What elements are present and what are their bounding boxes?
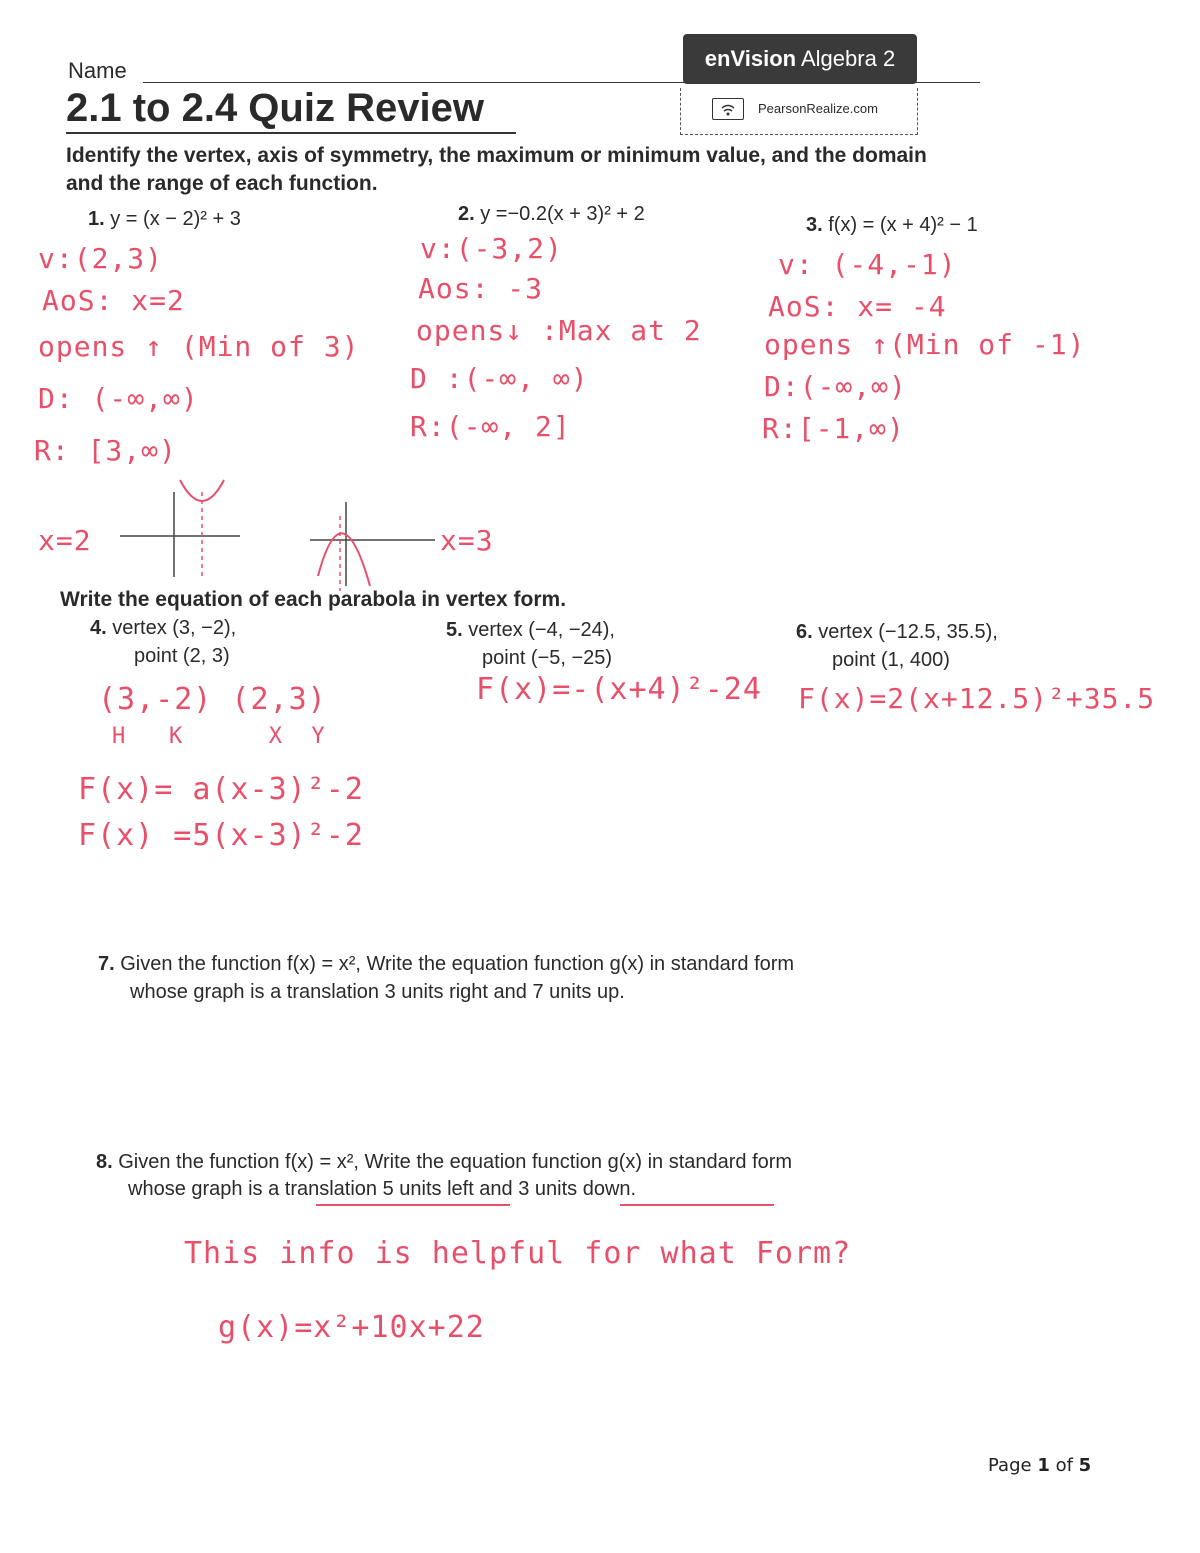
- work-line: D:(-∞,∞): [764, 370, 907, 403]
- page-title: 2.1 to 2.4 Quiz Review: [66, 86, 484, 130]
- work-line: opens↓ :Max at 2: [416, 314, 702, 347]
- work-line: R: [3,∞): [34, 434, 177, 467]
- brand-part1: enVision: [704, 46, 797, 71]
- problem-line1: vertex (−4, −24),: [468, 619, 615, 641]
- work-line: D :(-∞, ∞): [410, 362, 589, 395]
- work-line: opens ↑ (Min of 3): [38, 330, 360, 363]
- handwritten-answer: g(x)=x²+10x+22: [218, 1310, 485, 1345]
- work-line: F(x) =5(x-3)²-2: [78, 818, 364, 853]
- problem-1: [88, 208, 241, 231]
- section2-instructions: Write the equation of each parabola in vertex form.: [60, 588, 567, 611]
- handwritten-note: This info is helpful for what Form?: [184, 1236, 852, 1271]
- page-mid: of: [1055, 1455, 1073, 1476]
- work-line: AoS: x=2: [42, 284, 185, 317]
- work-line: (3,-2) (2,3): [98, 682, 327, 717]
- work-line: opens ↑(Min of -1): [764, 328, 1086, 361]
- problem-line1: vertex (3, −2),: [112, 617, 237, 639]
- sketch-label: x=2: [38, 524, 92, 557]
- problem-number: 6.: [796, 621, 813, 643]
- work-line: F(x)=-(x+4)²-24: [476, 672, 762, 707]
- problem-5-line2: point (−5, −25): [482, 647, 613, 669]
- page-prefix: Page: [988, 1455, 1032, 1476]
- work-line: v: (-4,-1): [778, 248, 957, 281]
- work-line: D: (-∞,∞): [38, 382, 199, 415]
- problem-5: [446, 619, 615, 642]
- problem-3: [806, 214, 978, 237]
- work-line: R:[-1,∞): [762, 412, 905, 445]
- brand-part2: Algebra 2: [801, 46, 896, 71]
- underline-mark: [620, 1204, 774, 1206]
- title-underline: [66, 132, 516, 134]
- work-line: v:(2,3): [38, 242, 164, 275]
- work-line: v:(-3,2): [420, 232, 563, 265]
- problem-number: 7.: [98, 953, 115, 975]
- work-line: F(x)= a(x-3)²-2: [78, 772, 364, 807]
- section1-instructions: Identify the vertex, axis of symmetry, the maximum or minimum value, and the domain and the range of each function.: [66, 144, 927, 195]
- problem-2: [458, 203, 645, 226]
- problem-8: [96, 1151, 792, 1174]
- page-number: [988, 1455, 1091, 1476]
- problem-line1: Given the function f(x) = x², Write the equation function g(x) in standard form: [120, 953, 795, 975]
- problem-equation: y = (x − 2)² + 3: [110, 208, 241, 230]
- problem-6: [796, 621, 998, 644]
- sketch-parabola-up: [110, 462, 260, 582]
- problem-4: [90, 617, 236, 640]
- problem-8-line2: whose graph is a translation 5 units left and 3 units down.: [128, 1178, 637, 1200]
- problem-number: 2.: [458, 203, 475, 225]
- problem-equation: f(x) = (x + 4)² − 1: [828, 214, 978, 236]
- site-url: PearsonRealize.com: [758, 101, 878, 116]
- work-line: AoS: x= -4: [768, 290, 947, 323]
- page-total: 5: [1078, 1455, 1092, 1476]
- work-line: Aos: -3: [418, 272, 544, 305]
- problem-number: 5.: [446, 619, 463, 641]
- sketch-label: x=3: [440, 524, 494, 557]
- sketch-parabola-down: [300, 496, 450, 596]
- problem-number: 1.: [88, 208, 105, 230]
- problem-number: 3.: [806, 214, 823, 236]
- problem-6-line2: point (1, 400): [832, 649, 950, 671]
- problem-number: 8.: [96, 1151, 113, 1173]
- name-label: Name: [68, 58, 127, 83]
- work-line: F(x)=2(x+12.5)²+35.5: [798, 682, 1156, 715]
- page-current: 1: [1037, 1455, 1050, 1476]
- underline-mark: [316, 1204, 510, 1206]
- envision-logo: [683, 34, 917, 84]
- problem-4-line2: point (2, 3): [134, 645, 230, 667]
- monitor-icon: [712, 98, 744, 120]
- work-line: R:(-∞, 2]: [410, 410, 571, 443]
- work-line: H K X Y: [112, 724, 326, 749]
- problem-7-line2: whose graph is a translation 3 units right and 7 units up.: [130, 981, 625, 1003]
- problem-line1: vertex (−12.5, 35.5),: [818, 621, 998, 643]
- problem-line1: Given the function f(x) = x², Write the equation function g(x) in standard form: [118, 1151, 793, 1173]
- problem-7: [98, 953, 794, 976]
- problem-number: 4.: [90, 617, 107, 639]
- problem-equation: y =−0.2(x + 3)² + 2: [480, 203, 645, 225]
